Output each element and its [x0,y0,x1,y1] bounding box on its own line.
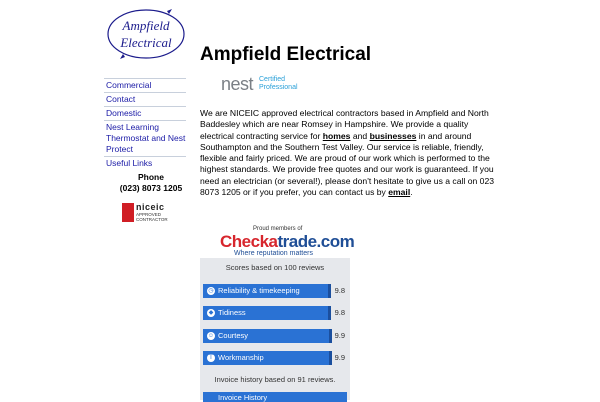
sidebar-item-domestic[interactable]: Domestic [104,106,186,120]
smile-icon: ☺ [207,333,215,339]
nest-cert-text [259,76,298,92]
checkatrade-logo[interactable] [220,232,354,252]
checkatrade-logo-b: trade.com [277,232,355,251]
sidebar-item-nest[interactable]: Nest Learning Thermostat and Nest Protect [106,122,186,154]
sidebar-item-contact[interactable]: Contact [104,92,186,106]
company-logo[interactable] [105,5,187,65]
intro-text-and: and [350,130,370,141]
niceic-name: niceic [136,202,165,212]
scores-header: Scores based on 100 reviews [225,263,325,272]
homes-link[interactable]: homes [322,130,351,141]
logo-line2: Electrical [120,35,172,50]
tag-icon: ◆ [208,310,214,316]
niceic-mark-icon [122,203,134,222]
nest-certified-badge [221,74,321,96]
niceic-sub2: CONTRACTOR [136,217,168,222]
niceic-sub1: APPROVED [136,212,162,217]
sidebar-nav [104,78,186,170]
sidebar-item-commercial[interactable]: Commercial [104,78,186,92]
intro-text-1: We are NICEIC approved electrical contractors based in Ampfield and North Baddesley which are near Romsey in Hampshire. We provide a quality electrical contracting service for [200,108,489,141]
score-value: 9.8 [334,286,345,295]
intro-text-2: in and around Southampton and the Southern Test Valley. Our service is reliable, friendly, flexible and fairly priced. We are proud of our work which is performed to the highest standards. We provide free quotes and our work is guaranteed. If you need an electrician (or several!), please don't hesitate to give us a call on 023 8073 1205 or if you prefer, you can contact us by [200,130,495,198]
score-label: Workmanship [218,353,264,362]
score-label: Tidiness [218,308,246,317]
score-label: Reliability & timekeeping [218,286,300,295]
score-bar [203,306,331,320]
score-bar [203,351,332,365]
nest-cert-line1: Certified [259,76,286,83]
phone-number: (023) 8073 1205 [119,183,183,193]
invoice-history-button[interactable] [203,392,347,402]
tools-icon: T [207,354,215,362]
score-label: Courtesy [218,331,249,340]
checkatrade-logo-a: Checka [220,232,278,251]
phone-block [104,172,198,194]
checkatrade-tagline: Where reputation matters [234,250,313,257]
page-title: Ampfield Electrical [200,44,372,65]
score-row-reliability[interactable] [203,284,347,298]
checkatrade-proud: Proud members of [253,226,303,232]
niceic-sub [136,212,168,222]
invoice-header: Invoice history based on 91 reviews. [214,375,336,384]
niceic-badge [122,202,172,224]
score-value: 9.9 [334,353,345,362]
score-value: 9.8 [334,308,345,317]
score-row-courtesy[interactable] [203,329,347,343]
score-value: 9.9 [334,331,345,340]
email-link[interactable]: email [388,187,411,198]
intro-paragraph [200,108,495,198]
logo-line1: Ampfield [122,18,170,33]
score-bar [203,329,332,343]
intro-text-end: . [410,187,413,198]
invoice-history-label: Invoice History [218,393,268,402]
checkatrade-panel [200,258,350,400]
sidebar-item-useful-links[interactable]: Useful Links [104,156,186,170]
score-bar [203,284,331,298]
businesses-link[interactable]: businesses [369,130,417,141]
score-row-workmanship[interactable] [203,351,347,365]
nest-logo: nest [221,74,254,94]
clock-icon: ◷ [208,288,214,294]
nest-cert-line2: Professional [259,84,298,91]
phone-label: Phone [138,172,164,182]
score-row-tidiness[interactable] [203,306,347,320]
